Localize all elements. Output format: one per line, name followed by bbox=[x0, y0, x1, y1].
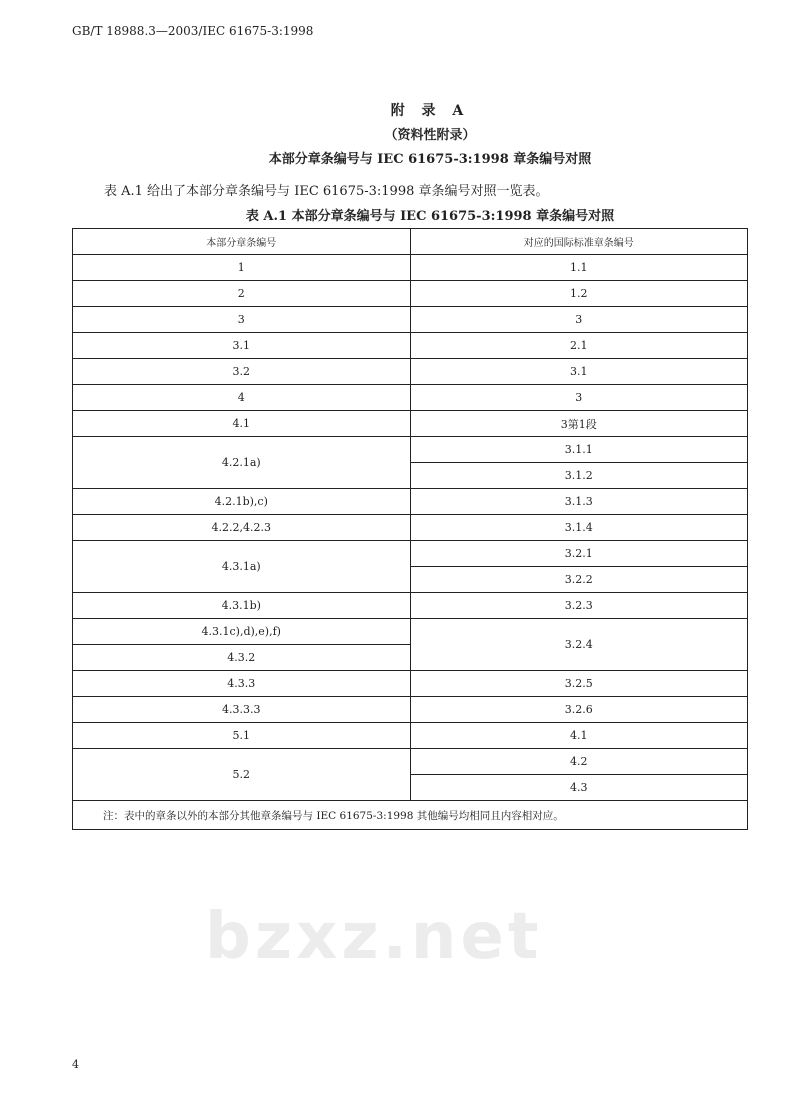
right-clause-cell: 4.1 bbox=[410, 723, 748, 749]
intro-paragraph: 表 A.1 给出了本部分章条编号与 IEC 61675-3:1998 章条编号对照一览表。 bbox=[104, 184, 549, 199]
right-clause-cell: 3.1.4 bbox=[410, 515, 748, 541]
right-clause-cell: 3.2.5 bbox=[410, 671, 748, 697]
left-clause-cell: 3.2 bbox=[73, 359, 411, 385]
right-clause-cell: 3 bbox=[410, 385, 748, 411]
right-clause-cell: 3第1段 bbox=[410, 411, 748, 437]
left-clause-cell: 1 bbox=[73, 255, 411, 281]
table-row bbox=[73, 515, 748, 541]
right-clause-cell: 3 bbox=[410, 307, 748, 333]
table-row bbox=[73, 671, 748, 697]
left-clause-cell: 3 bbox=[73, 307, 411, 333]
table-row bbox=[73, 359, 748, 385]
left-clause-cell: 4.2.1a) bbox=[73, 437, 411, 489]
table-row bbox=[73, 697, 748, 723]
left-clause-cell: 5.2 bbox=[73, 749, 411, 801]
table-row bbox=[73, 281, 748, 307]
right-clause-cell: 3.2.6 bbox=[410, 697, 748, 723]
left-clause-cell: 3.1 bbox=[73, 333, 411, 359]
table-header-row bbox=[73, 229, 748, 255]
watermark: bzxz.net bbox=[205, 900, 543, 974]
column-header-international: 对应的国际标准章条编号 bbox=[410, 229, 748, 255]
page-number: 4 bbox=[72, 1058, 79, 1071]
left-clause-cell: 2 bbox=[73, 281, 411, 307]
right-clause-cell: 3.1.2 bbox=[410, 463, 748, 489]
left-clause-cell: 4.3.2 bbox=[73, 645, 411, 671]
table-row bbox=[73, 437, 748, 463]
table-note-row bbox=[73, 801, 748, 830]
table-row bbox=[73, 619, 748, 645]
table-caption: 表 A.1 本部分章条编号与 IEC 61675-3:1998 章条编号对照 bbox=[245, 209, 615, 224]
table-row bbox=[73, 255, 748, 281]
left-clause-cell: 4.1 bbox=[73, 411, 411, 437]
left-clause-cell: 4.3.1a) bbox=[73, 541, 411, 593]
column-header-local: 本部分章条编号 bbox=[73, 229, 411, 255]
annex-type: （资料性附录） bbox=[384, 128, 476, 143]
table-row bbox=[73, 385, 748, 411]
right-clause-cell: 2.1 bbox=[410, 333, 748, 359]
right-clause-cell: 3.2.2 bbox=[410, 567, 748, 593]
right-clause-cell: 4.2 bbox=[410, 749, 748, 775]
right-clause-cell: 1.1 bbox=[410, 255, 748, 281]
left-clause-cell: 4.3.1c),d),e),f) bbox=[73, 619, 411, 645]
right-clause-cell: 4.3 bbox=[410, 775, 748, 801]
right-clause-cell: 3.1.3 bbox=[410, 489, 748, 515]
left-clause-cell: 4.3.3 bbox=[73, 671, 411, 697]
table-row bbox=[73, 593, 748, 619]
table-row bbox=[73, 541, 748, 567]
annex-subtitle: 本部分章条编号与 IEC 61675-3:1998 章条编号对照 bbox=[268, 152, 592, 167]
right-clause-cell: 3.2.1 bbox=[410, 541, 748, 567]
right-clause-cell: 3.2.3 bbox=[410, 593, 748, 619]
table-row bbox=[73, 307, 748, 333]
table-row bbox=[73, 333, 748, 359]
document-header: GB/T 18988.3—2003/IEC 61675-3:1998 bbox=[72, 24, 314, 38]
right-clause-cell: 3.1.1 bbox=[410, 437, 748, 463]
right-clause-cell: 1.2 bbox=[410, 281, 748, 307]
table-note: 注：表中的章条以外的本部分其他章条编号与 IEC 61675-3:1998 其他编号均相同且内容相对应。 bbox=[73, 801, 748, 830]
left-clause-cell: 4.2.2,4.2.3 bbox=[73, 515, 411, 541]
table-row bbox=[73, 723, 748, 749]
table-row bbox=[73, 749, 748, 775]
annex-title: 附 录 A bbox=[390, 103, 470, 119]
clause-correspondence-table bbox=[72, 228, 748, 830]
right-clause-cell: 3.2.4 bbox=[410, 619, 748, 671]
left-clause-cell: 4 bbox=[73, 385, 411, 411]
right-clause-cell: 3.1 bbox=[410, 359, 748, 385]
left-clause-cell: 4.3.3.3 bbox=[73, 697, 411, 723]
table-row bbox=[73, 411, 748, 437]
left-clause-cell: 5.1 bbox=[73, 723, 411, 749]
left-clause-cell: 4.2.1b),c) bbox=[73, 489, 411, 515]
left-clause-cell: 4.3.1b) bbox=[73, 593, 411, 619]
table-row bbox=[73, 489, 748, 515]
